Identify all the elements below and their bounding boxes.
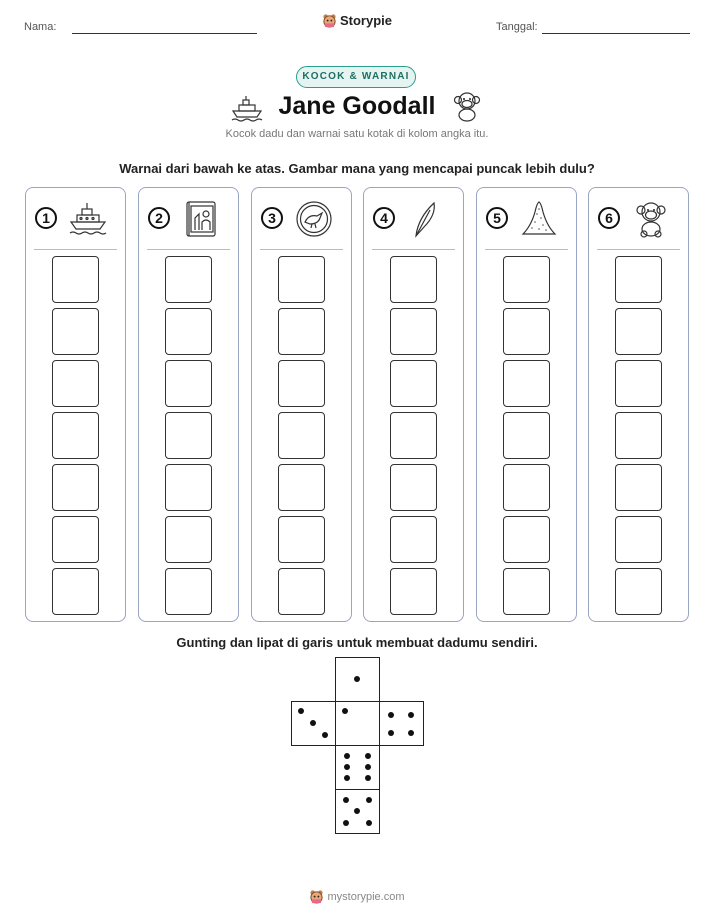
storypie-logo-icon <box>309 889 324 904</box>
color-box[interactable] <box>165 412 212 459</box>
die-pip <box>365 764 371 770</box>
column-divider <box>34 249 117 250</box>
page-subtitle: Kocok dadu dan warnai satu kotak di kolom angka itu. <box>225 128 489 140</box>
die-face-five <box>335 789 380 834</box>
color-box[interactable] <box>52 464 99 511</box>
date-label: Tanggal: <box>496 21 538 33</box>
color-box[interactable] <box>615 412 662 459</box>
die-pip <box>366 820 372 826</box>
die-pip <box>342 708 348 714</box>
bird-coin-icon <box>294 200 334 238</box>
die-pip <box>344 764 350 770</box>
die-pip <box>322 732 328 738</box>
column-divider <box>485 249 568 250</box>
column-6 <box>588 187 689 622</box>
die-pip <box>344 775 350 781</box>
ship-icon <box>68 200 108 238</box>
column-divider <box>147 249 230 250</box>
column-header <box>26 188 125 250</box>
column-number: 6 <box>598 207 620 229</box>
column-4 <box>363 187 464 622</box>
color-box[interactable] <box>165 360 212 407</box>
color-box[interactable] <box>52 516 99 563</box>
column-header <box>364 188 463 250</box>
activity-badge: KOCOK & WARNAI <box>296 66 416 88</box>
column-1 <box>25 187 126 622</box>
color-box[interactable] <box>165 464 212 511</box>
die-face-six <box>335 745 380 790</box>
color-box[interactable] <box>503 516 550 563</box>
die-pip <box>343 820 349 826</box>
date-line[interactable] <box>542 33 690 34</box>
feather-icon <box>406 200 446 238</box>
column-2 <box>138 187 239 622</box>
die-pip <box>388 712 394 718</box>
color-box[interactable] <box>390 308 437 355</box>
die-face-four <box>379 701 424 746</box>
die-pip <box>298 708 304 714</box>
color-box[interactable] <box>503 464 550 511</box>
color-box[interactable] <box>165 308 212 355</box>
die-face-three <box>291 701 336 746</box>
color-box[interactable] <box>615 256 662 303</box>
footer-url[interactable]: mystorypie.com <box>327 891 405 903</box>
die-pip <box>408 730 414 736</box>
color-box[interactable] <box>615 464 662 511</box>
column-header <box>139 188 238 250</box>
color-box[interactable] <box>503 308 550 355</box>
termite-mound-icon <box>519 200 559 238</box>
die-pip <box>365 775 371 781</box>
color-box[interactable] <box>390 360 437 407</box>
monkey-icon <box>631 200 671 238</box>
die-pip <box>365 753 371 759</box>
column-number: 1 <box>35 207 57 229</box>
color-box[interactable] <box>390 516 437 563</box>
color-box[interactable] <box>52 256 99 303</box>
color-box[interactable] <box>503 256 550 303</box>
column-number: 5 <box>486 207 508 229</box>
color-box[interactable] <box>390 412 437 459</box>
column-divider <box>372 249 455 250</box>
color-box[interactable] <box>390 256 437 303</box>
color-box[interactable] <box>615 308 662 355</box>
footer <box>0 889 714 904</box>
cut-instruction: Gunting dan lipat di garis untuk membuat dadumu sendiri. <box>176 635 538 650</box>
color-box[interactable] <box>52 308 99 355</box>
name-label: Nama: <box>24 21 57 33</box>
color-box[interactable] <box>52 568 99 615</box>
die-pip <box>344 753 350 759</box>
color-box[interactable] <box>278 256 325 303</box>
brand-logo <box>0 13 714 28</box>
die-face-one <box>335 657 380 702</box>
column-header <box>252 188 351 250</box>
column-5 <box>476 187 577 622</box>
color-box[interactable] <box>278 360 325 407</box>
die-pip <box>388 730 394 736</box>
column-number: 4 <box>373 207 395 229</box>
die-pip <box>310 720 316 726</box>
die-pip <box>354 808 360 814</box>
color-box[interactable] <box>503 360 550 407</box>
color-box[interactable] <box>278 516 325 563</box>
page-title: Jane Goodall <box>278 92 436 120</box>
color-box[interactable] <box>165 516 212 563</box>
column-number: 2 <box>148 207 170 229</box>
die-pip <box>366 797 372 803</box>
color-box[interactable] <box>390 568 437 615</box>
color-box[interactable] <box>615 568 662 615</box>
die-pip <box>408 712 414 718</box>
color-box[interactable] <box>390 464 437 511</box>
die-face-one <box>335 701 380 746</box>
column-header <box>477 188 576 250</box>
color-box[interactable] <box>615 516 662 563</box>
column-number: 3 <box>261 207 283 229</box>
color-box[interactable] <box>52 360 99 407</box>
book-icon <box>181 200 221 238</box>
column-3 <box>251 187 352 622</box>
die-pip <box>354 676 360 682</box>
color-box[interactable] <box>165 256 212 303</box>
color-box[interactable] <box>278 412 325 459</box>
color-box[interactable] <box>503 568 550 615</box>
column-divider <box>597 249 680 250</box>
instruction: Warnai dari bawah ke atas. Gambar mana yang mencapai puncak lebih dulu? <box>119 161 595 176</box>
column-header <box>589 188 688 250</box>
brand-name: Storypie <box>339 13 392 28</box>
monkey-icon <box>453 91 481 123</box>
color-box[interactable] <box>278 308 325 355</box>
color-box[interactable] <box>278 568 325 615</box>
name-line[interactable] <box>72 33 257 34</box>
color-box[interactable] <box>52 412 99 459</box>
color-box[interactable] <box>615 360 662 407</box>
die-pip <box>343 797 349 803</box>
storypie-logo-icon <box>322 13 337 28</box>
column-divider <box>260 249 343 250</box>
color-box[interactable] <box>503 412 550 459</box>
color-box[interactable] <box>165 568 212 615</box>
color-box[interactable] <box>278 464 325 511</box>
